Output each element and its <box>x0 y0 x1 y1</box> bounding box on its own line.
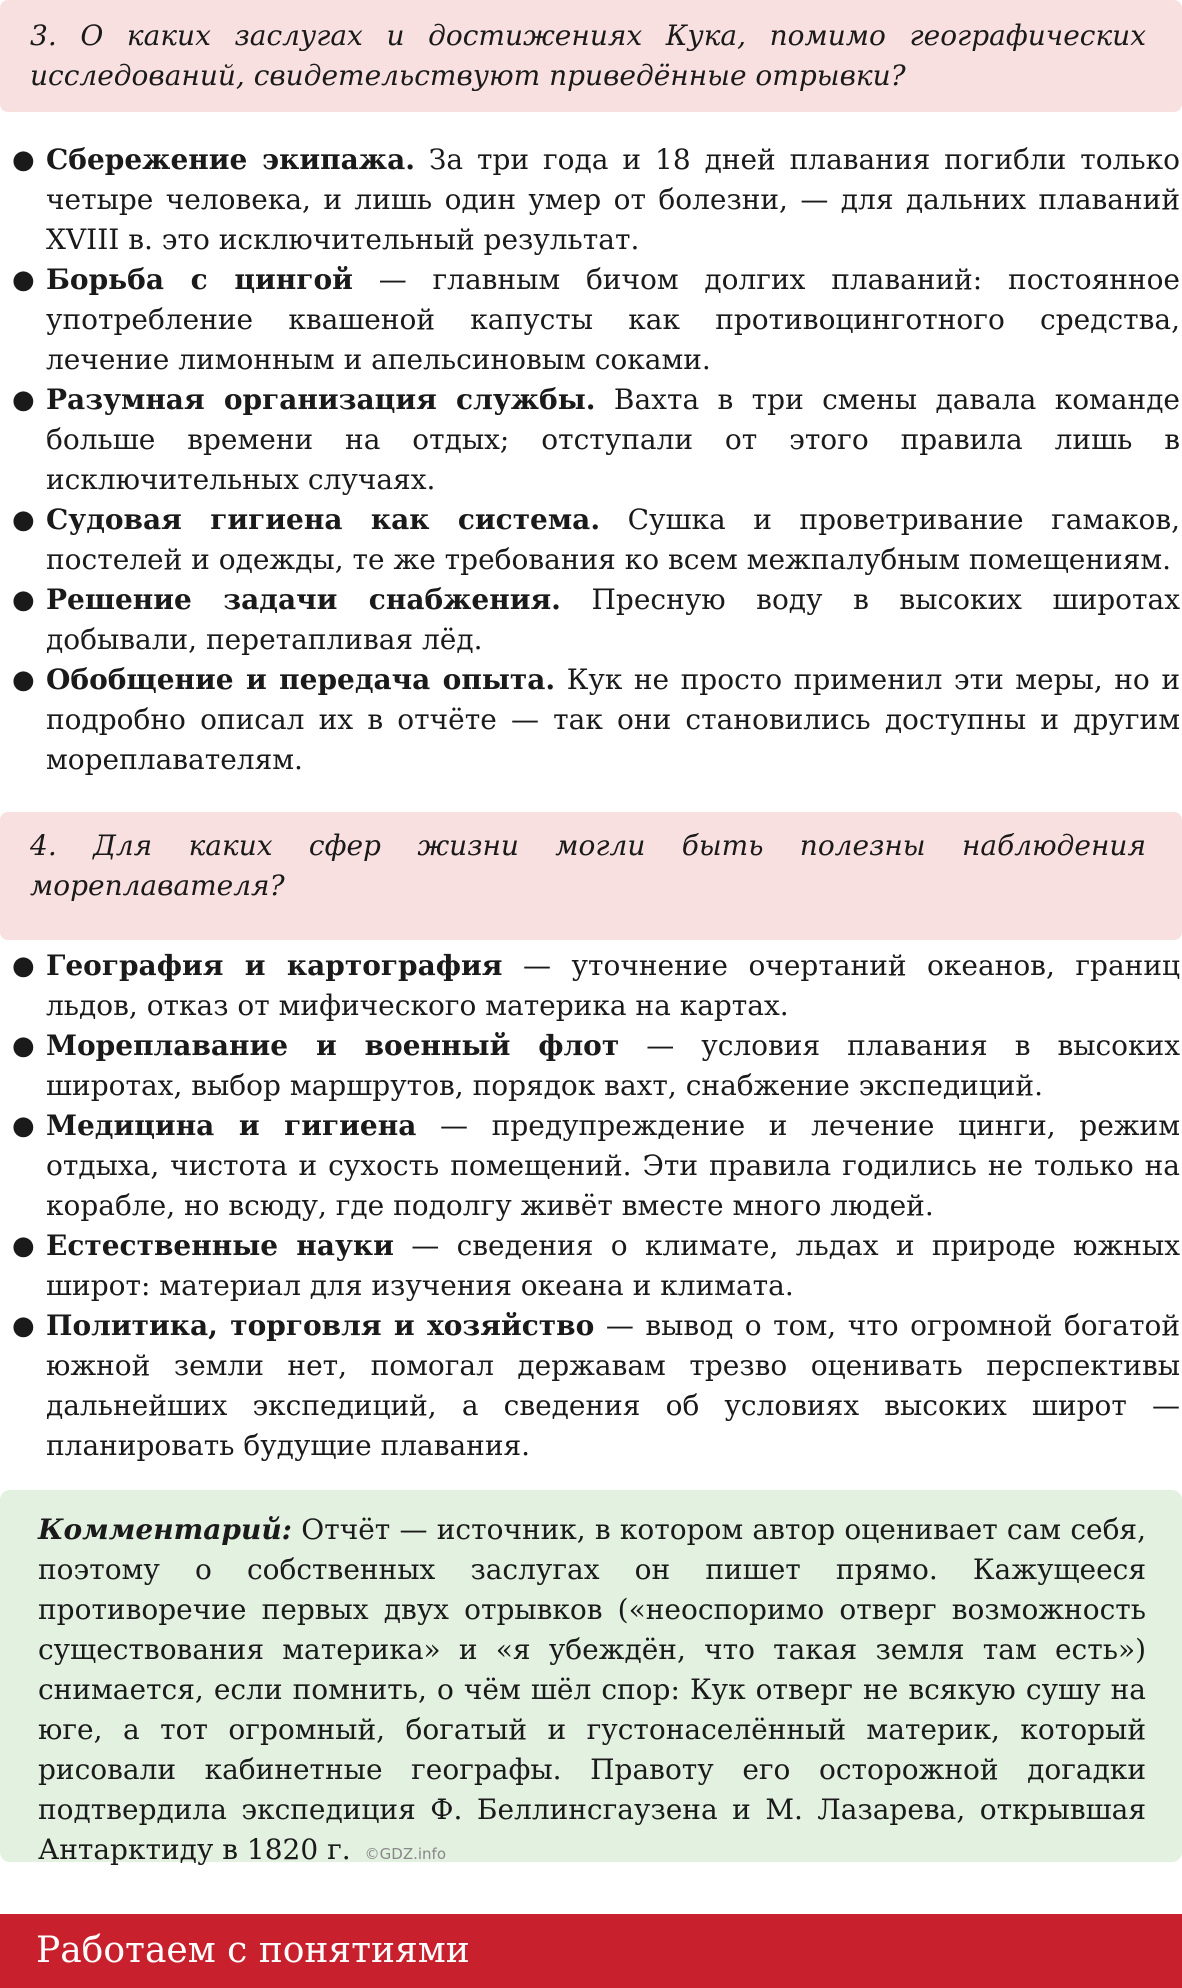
section-title: Работаем с понятиями <box>36 1930 470 1971</box>
list-item <box>0 260 1182 380</box>
item-text: — условия плавания в высоких широтах, выбор маршрутов, порядок вахт, снабжение экспедиций. <box>46 1029 1180 1102</box>
item-term: Решение задачи снабжения. <box>46 583 561 616</box>
item-term: Мореплавание и военный флот <box>46 1029 620 1062</box>
bullet-icon: ● <box>12 505 35 535</box>
list-item <box>0 946 1182 1026</box>
copyright-mark: ©GDZ.info <box>364 1845 446 1863</box>
item-text: — уточнение очертаний океанов, границ льдов, отказ от мифического материка на картах. <box>46 949 1180 1022</box>
section-header-bar <box>0 1914 1182 1988</box>
item-term: Политика, торговля и хозяйство <box>46 1309 595 1342</box>
item-term: Разумная организация службы. <box>46 383 596 416</box>
item-text: — предупреждение и лечение цинги, режим отдыха, чистота и сухость помещений. Эти правила годились не только на корабле, но всюду, где подолгу живёт вместе много людей. <box>46 1109 1180 1222</box>
bullet-icon: ● <box>12 665 35 695</box>
list-item <box>0 140 1182 260</box>
list-item <box>0 380 1182 500</box>
list-item <box>0 1026 1182 1106</box>
bullet-icon: ● <box>12 1111 35 1141</box>
item-term: Судовая гигиена как система. <box>46 503 601 536</box>
item-text: Сушка и проветривание гамаков, постелей и одежды, те же требования ко всем межпалубным помещениям. <box>46 503 1181 576</box>
bullet-icon: ● <box>12 1231 35 1261</box>
question-3 <box>0 0 1182 112</box>
list-item <box>0 1106 1182 1226</box>
list-item <box>0 1306 1182 1466</box>
answer-3-list <box>0 140 1182 780</box>
bullet-icon: ● <box>12 265 35 295</box>
item-term: Медицина и гигиена <box>46 1109 417 1142</box>
item-text: — главным бичом долгих плаваний: постоянное употребление квашеной капусты как противоцинготного средства, лечение лимонным и апельсиновым соками. <box>46 263 1180 376</box>
question-3-text: 3. О каких заслугах и достижениях Кука, помимо географических исследований, свидетельствуют приведённые отрывки? <box>30 19 1146 92</box>
comment-text: Отчёт — источник, в котором автор оценивает сам себя, поэтому о собственных заслугах он пишет прямо. Кажущееся противоречие первых двух отрывков («неоспоримо отверг возможность существования материка» и «я убеждён, что такая земля там есть») снимается, если помнить, о чём шёл спор: Кук отверг не всякую сушу на юге, а тот огромный, богатый и густонаселённый материк, который рисовали кабинетные географы. Правоту его осторожной догадки подтвердила экспедиция Ф. Беллинсгаузена и М. Лазарева, открывшая Антарктиду в 1820 г. <box>38 1513 1146 1866</box>
list-item <box>0 580 1182 660</box>
item-text: — вывод о том, что огромной богатой южной земли нет, помогал державам трезво оценивать перспективы дальнейших экспедиций, а сведения об условиях высоких широт — планировать будущие плавания. <box>46 1309 1180 1462</box>
bullet-icon: ● <box>12 1031 35 1061</box>
item-text: — сведения о климате, льдах и природе южных широт: материал для изучения океана и климата. <box>46 1229 1180 1302</box>
bullet-icon: ● <box>12 385 35 415</box>
list-item <box>0 660 1182 780</box>
item-term: Естественные науки <box>46 1229 394 1262</box>
item-term: Обобщение и передача опыта. <box>46 663 556 696</box>
comment-box <box>0 1490 1182 1866</box>
item-text: Пресную воду в высоких широтах добывали, перетапливая лёд. <box>46 583 1180 656</box>
bullet-icon: ● <box>12 1311 35 1341</box>
bullet-icon: ● <box>12 145 35 175</box>
bullet-icon: ● <box>12 585 35 615</box>
list-item <box>0 500 1182 580</box>
item-text: За три года и 18 дней плавания погибли только четыре человека, и лишь один умер от болезни, — для дальних плаваний XVIII в. это исключительный результат. <box>46 143 1181 256</box>
item-text: Кук не просто применил эти меры, но и подробно описал их в отчёте — так они становились доступны и другим мореплавателям. <box>46 663 1180 776</box>
question-4 <box>0 812 1182 940</box>
item-text: Вахта в три смены давала команде больше времени на отдых; отступали от этого правила лишь в исключительных случаях. <box>46 383 1181 496</box>
question-4-text: 4. Для каких сфер жизни могли быть полезны наблюдения мореплавателя? <box>30 829 1146 902</box>
comment-label: Комментарий: <box>38 1513 293 1546</box>
list-item <box>0 1226 1182 1306</box>
item-term: География и картография <box>46 949 503 982</box>
answer-4-list <box>0 946 1182 1466</box>
item-term: Борьба с цингой <box>46 263 353 296</box>
item-term: Сбережение экипажа. <box>46 143 415 176</box>
bullet-icon: ● <box>12 951 35 981</box>
